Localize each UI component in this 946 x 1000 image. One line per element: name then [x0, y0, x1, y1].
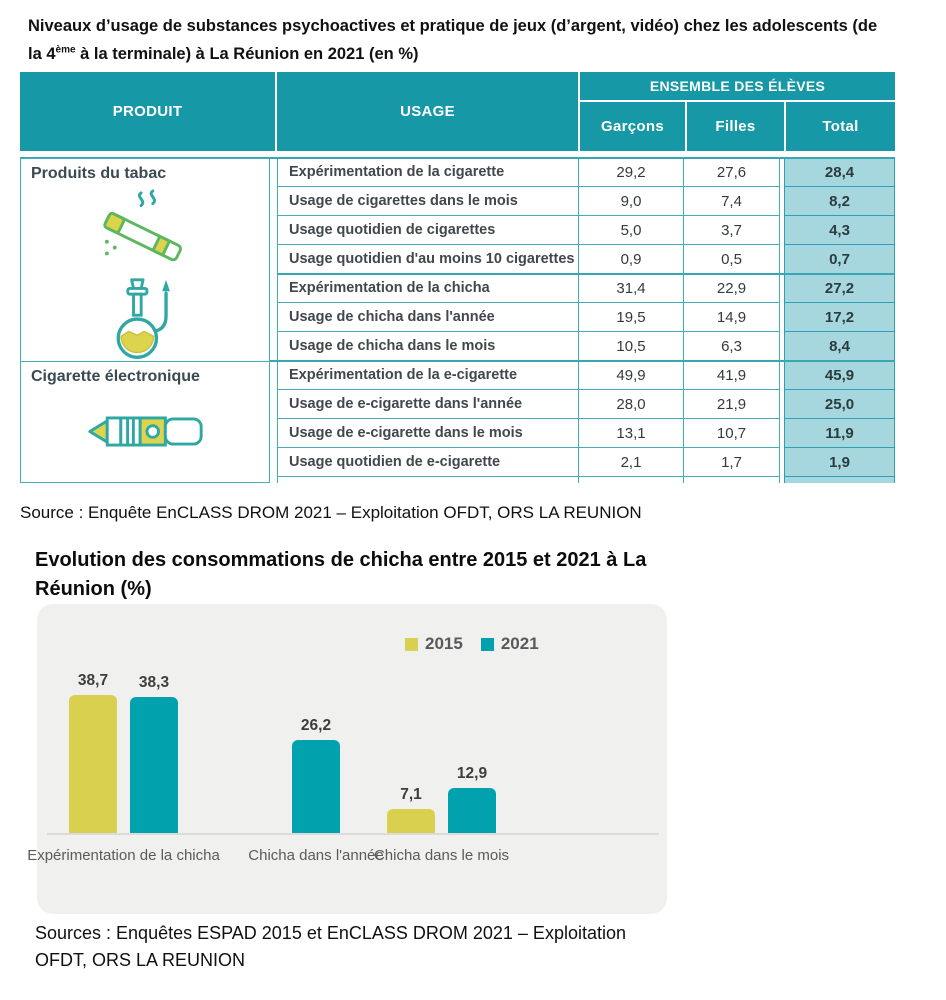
usage-cell: Expérimentation de la e-cigarette: [277, 361, 578, 390]
product-label: Cigarette électronique: [31, 368, 200, 385]
category-label: Expérimentation de la chicha: [27, 847, 220, 864]
filles-value-cell: 3,7: [683, 216, 780, 245]
usage-cell: Usage de e-cigarette dans l'année: [277, 390, 578, 419]
bar-value-label: 12,9: [456, 765, 488, 782]
table-cut-row: [784, 477, 895, 483]
bar: [69, 695, 117, 834]
product-label: Produits du tabac: [31, 165, 167, 182]
usage-cell: Usage de cigarettes dans le mois: [277, 187, 578, 216]
usage-cell: Usage de chicha dans l'année: [277, 303, 578, 332]
filles-value-cell: 41,9: [683, 361, 780, 390]
total-value-cell: 4,3: [784, 216, 895, 245]
bar-group: [387, 765, 496, 834]
product-cell: [20, 361, 270, 483]
usage-cell: Usage de e-cigarette dans le mois: [277, 419, 578, 448]
chart-title-line1: Evolution des consommations de chicha entre 2015 et 2021 à La: [35, 549, 647, 571]
header-filles: Filles: [687, 102, 784, 151]
filles-value-cell: 27,6: [683, 158, 780, 187]
total-value-cell: 1,9: [784, 448, 895, 477]
bar: [387, 809, 435, 834]
bar-group: [292, 717, 340, 834]
garcons-value-cell: 31,4: [578, 274, 683, 303]
usage-cell: Usage quotidien d'au moins 10 cigarettes: [277, 245, 578, 274]
usage-cell: Usage quotidien de cigarettes: [277, 216, 578, 245]
garcons-value-cell: 10,5: [578, 332, 683, 361]
total-value-cell: 28,4: [784, 158, 895, 187]
garcons-value-cell: 49,9: [578, 361, 683, 390]
garcons-value-cell: 13,1: [578, 419, 683, 448]
title-line2: [28, 40, 877, 68]
substance-usage-table: [20, 72, 895, 483]
total-value-cell: 25,0: [784, 390, 895, 419]
table-body: [20, 158, 895, 483]
chart-sources-line1: Sources : Enquêtes ESPAD 2015 et EnCLASS DROM 2021 – Exploitation: [35, 923, 626, 943]
hookah-icon: [101, 276, 189, 369]
chart-plot-area: [37, 604, 667, 834]
legend-label-2015: 2015: [425, 634, 463, 653]
garcons-value-cell: 19,5: [578, 303, 683, 332]
header-total: Total: [786, 102, 895, 151]
total-value-cell: 17,2: [784, 303, 895, 332]
bar-value-label: 7,1: [400, 786, 422, 803]
hookah-icon: [101, 276, 189, 364]
chart-panel: [27, 604, 667, 914]
header-usage: USAGE: [277, 72, 578, 151]
total-value-cell: 45,9: [784, 361, 895, 390]
table-source-line: Source : Enquête EnCLASS DROM 2021 – Exploitation OFDT, ORS LA REUNION: [20, 503, 642, 522]
bar-2021: [292, 717, 340, 834]
category-label: Chicha dans l'année: [248, 847, 384, 864]
table-cut-row: [578, 477, 683, 483]
bar-value-label: 38,3: [138, 674, 170, 691]
garcons-value-cell: 29,2: [578, 158, 683, 187]
chart-sources-line: [35, 920, 635, 974]
total-value-cell: 8,4: [784, 332, 895, 361]
bar-2015: [69, 672, 117, 834]
bar: [130, 697, 178, 834]
bar-value-label: 26,2: [300, 717, 332, 734]
chart-title: [35, 546, 646, 604]
total-value-cell: 0,7: [784, 245, 895, 274]
bar-value-label: 38,7: [77, 672, 109, 689]
usage-cell: Usage de chicha dans le mois: [277, 332, 578, 361]
bar-2021: [130, 674, 178, 834]
header-produit: PRODUIT: [20, 72, 275, 151]
usage-cell: Expérimentation de la chicha: [277, 274, 578, 303]
ecigarette-icon: [84, 410, 206, 453]
total-value-cell: 27,2: [784, 274, 895, 303]
filles-value-cell: 0,5: [683, 245, 780, 274]
title-line2-post: à la terminale) à La Réunion en 2021 (en %): [75, 45, 419, 64]
table-cut-row: [277, 477, 578, 483]
filles-value-cell: 10,7: [683, 419, 780, 448]
filles-value-cell: 1,7: [683, 448, 780, 477]
garcons-value-cell: 9,0: [578, 187, 683, 216]
garcons-value-cell: 2,1: [578, 448, 683, 477]
document-title: [28, 12, 877, 68]
filles-value-cell: 6,3: [683, 332, 780, 361]
header-ensemble-des-eleves: ENSEMBLE DES ÉLÈVES: [580, 72, 895, 100]
chart-sources-line2: OFDT, ORS LA REUNION: [35, 950, 246, 970]
title-superscript: ème: [55, 44, 76, 56]
total-value-cell: 11,9: [784, 419, 895, 448]
usage-cell: Expérimentation de la cigarette: [277, 158, 578, 187]
header-garcons: Garçons: [580, 102, 685, 151]
garcons-value-cell: 28,0: [578, 390, 683, 419]
bar-2015: [387, 786, 435, 834]
title-line1: Niveaux d’usage de substances psychoactives et pratique de jeux (d’argent, vidéo) chez les adolescents (de: [28, 17, 878, 35]
table-cut-row: [683, 477, 780, 483]
filles-value-cell: 7,4: [683, 187, 780, 216]
product-icons: [21, 187, 269, 357]
filles-value-cell: 14,9: [683, 303, 780, 332]
garcons-value-cell: 5,0: [578, 216, 683, 245]
chart-title-line2: Réunion (%): [35, 578, 152, 600]
usage-cell: Usage quotidien de e-cigarette: [277, 448, 578, 477]
cigarette-icon: [96, 187, 194, 271]
cigarette-icon: [96, 187, 194, 276]
chart-baseline: [47, 833, 659, 835]
category-label: Chicha dans le mois: [373, 847, 510, 864]
filles-value-cell: 22,9: [683, 274, 780, 303]
bar-2021: [448, 765, 496, 834]
ecigarette-icon: [84, 410, 206, 458]
product-icons: [21, 390, 269, 478]
chicha-group-separator: [277, 273, 895, 275]
legend-label-2021: 2021: [500, 634, 539, 653]
bar-group: [69, 672, 178, 834]
bar: [292, 740, 340, 834]
table-header: [20, 72, 895, 151]
garcons-value-cell: 0,9: [578, 245, 683, 274]
filles-value-cell: 21,9: [683, 390, 780, 419]
total-value-cell: 8,2: [784, 187, 895, 216]
product-cell: [20, 158, 270, 361]
title-line2-pre: la 4: [28, 45, 56, 64]
bar: [448, 788, 496, 834]
